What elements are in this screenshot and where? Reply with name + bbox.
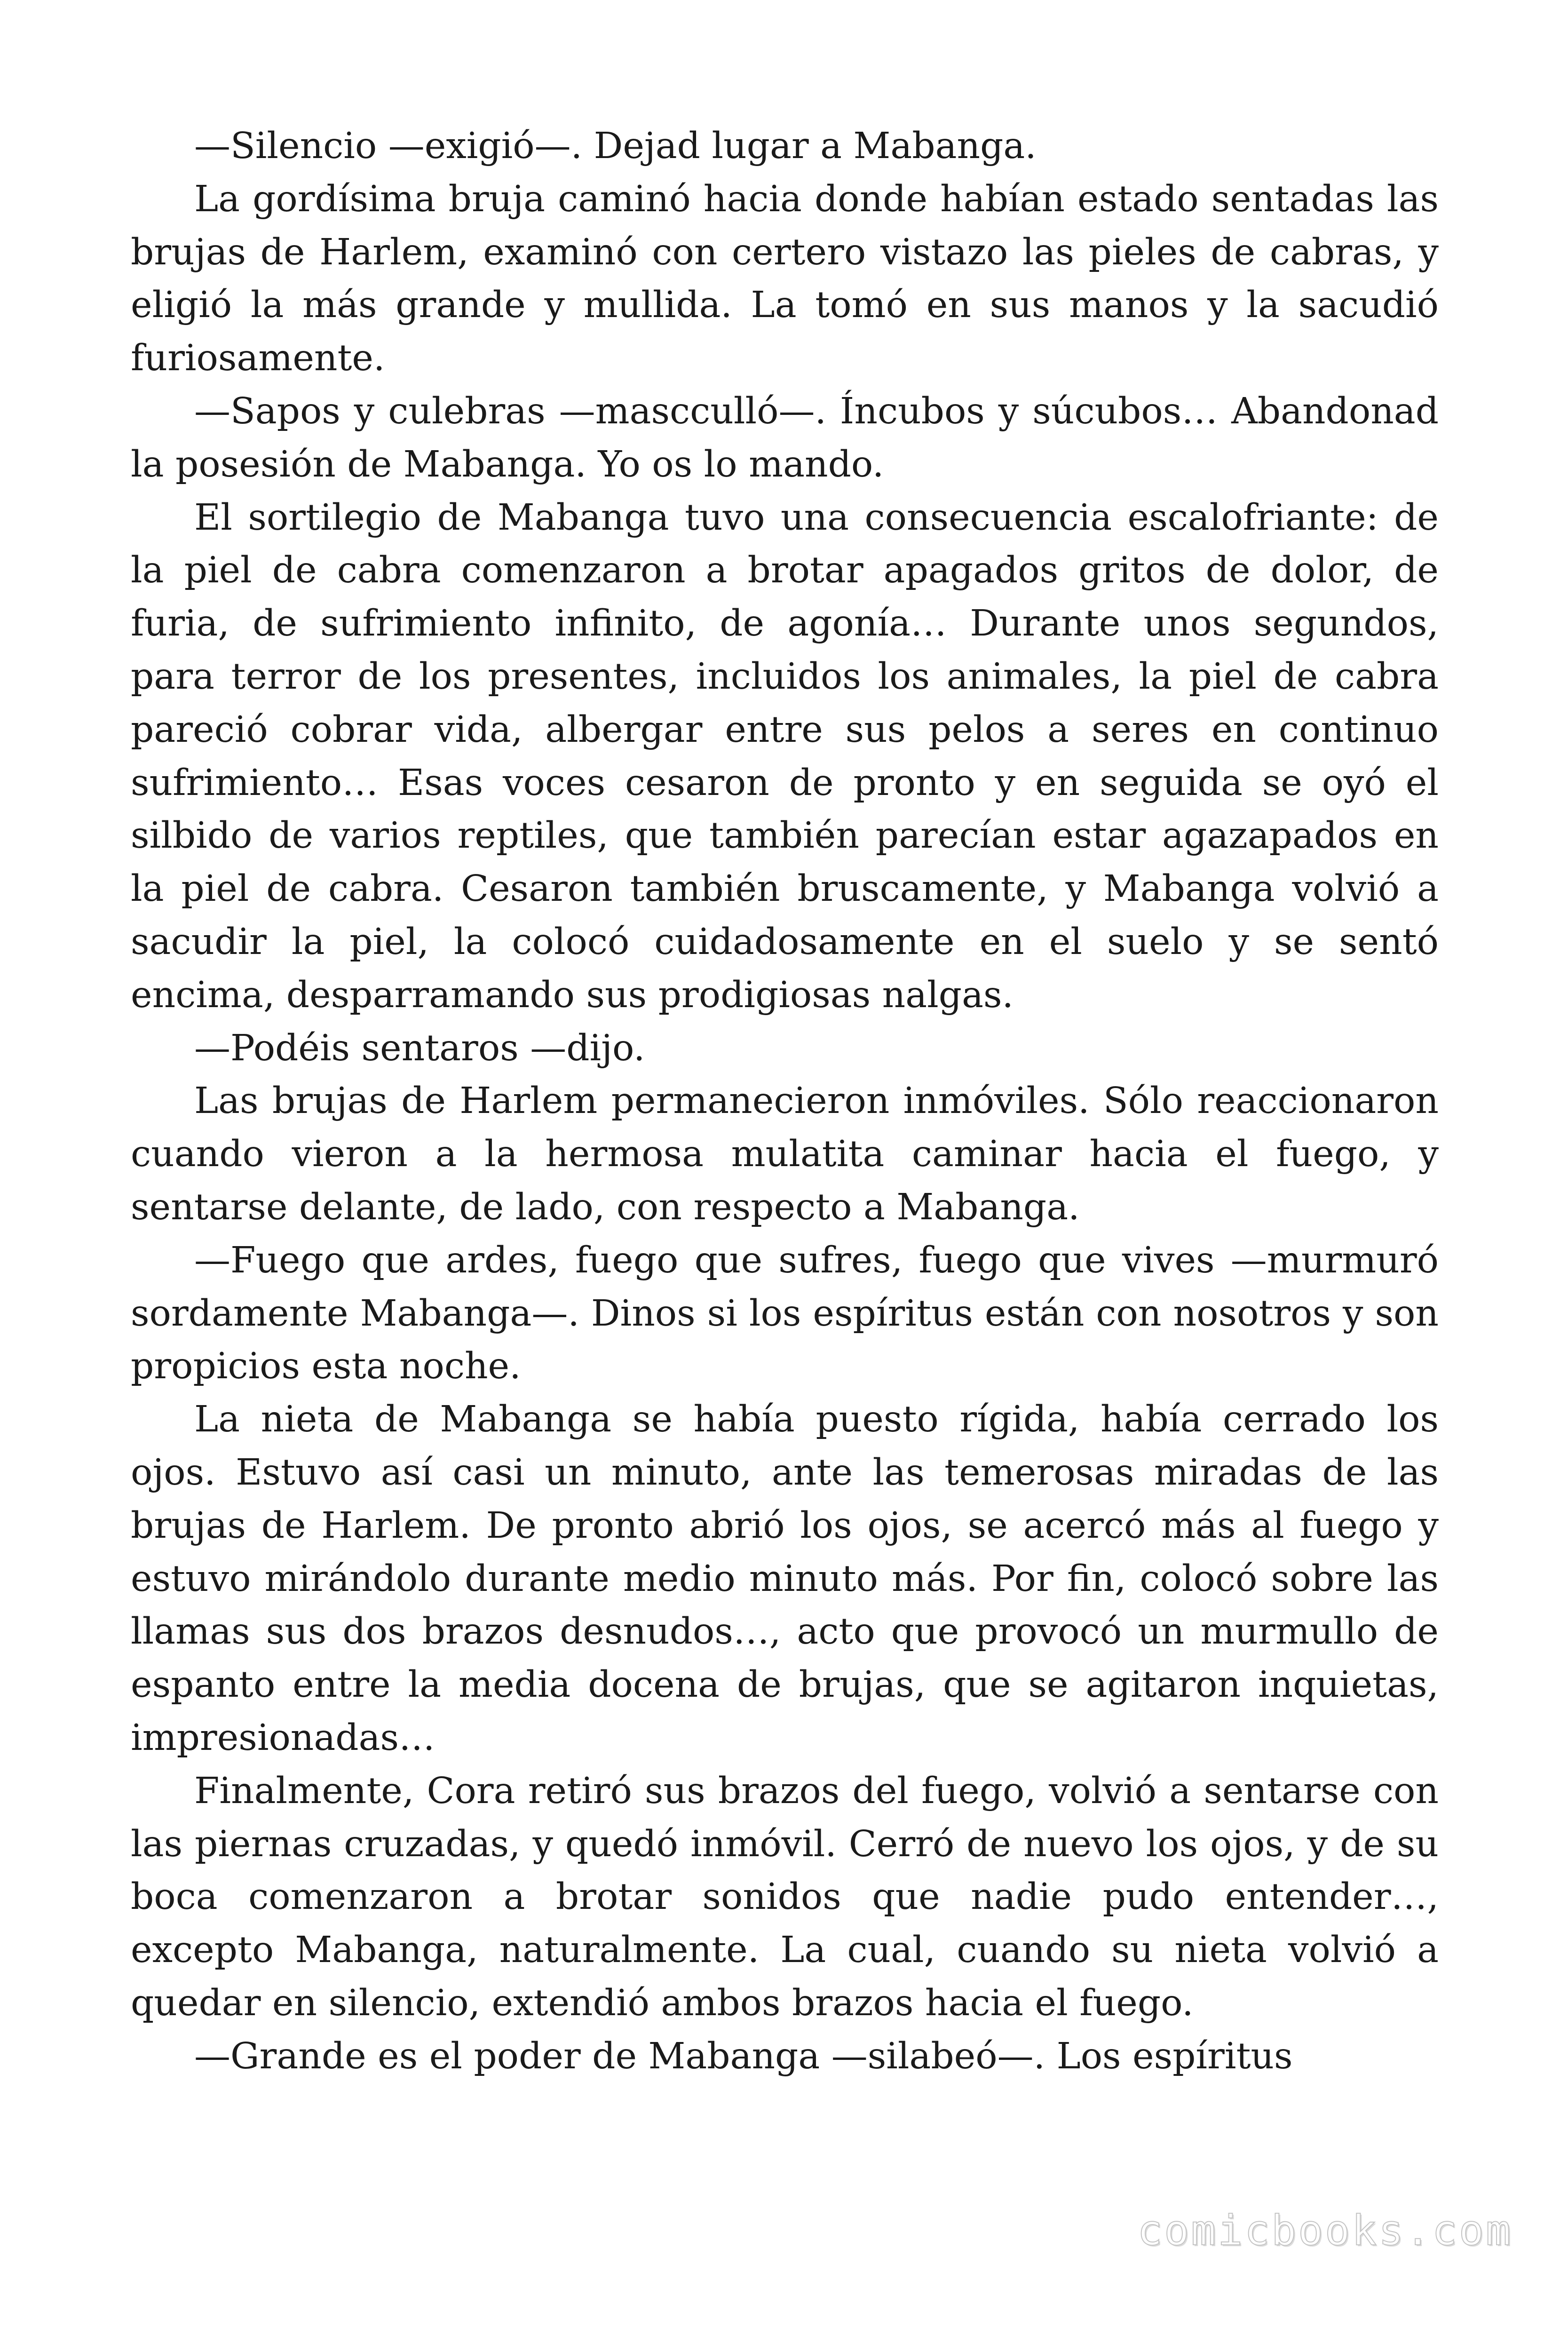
paragraph: —Sapos y culebras —mascculló—. Íncubos y súcubos… Abandonad la posesión de Mabanga. Yo os lo mando.	[131, 390, 1439, 485]
paragraph: —Silencio —exigió—. Dejad lugar a Mabanga.	[194, 125, 1037, 167]
paragraph: —Podéis sentaros —dijo.	[194, 1027, 645, 1069]
paragraph: El sortilegio de Mabanga tuvo una consecuencia escalofriante: de la piel de cabra comenzaron a brotar apagados gritos de dolor, de furia, de sufrimiento infinito, de agonía… Durante unos segundos, para terror de los presentes, incluidos los animales, la piel de cabra pareció cobrar vida, albergar entre sus pelos a seres en continuo sufrimiento… Esas voces cesaron de pronto y en seguida se oyó el silbido de varios reptiles, que también parecían estar agazapados en la piel de cabra. Cesaron también bruscamente, y Mabanga volvió a sacudir la piel, la colocó cuidadosamente en el suelo y se sentó encima, desparramando sus prodigiosas nalgas.	[131, 496, 1439, 1016]
paragraph: La nieta de Mabanga se había puesto rígida, había cerrado los ojos. Estuvo así casi un minuto, ante las temerosas miradas de las brujas de Harlem. De pronto abrió los ojos, se acercó más al fuego y estuvo mirándolo durante medio minuto más. Por fin, colocó sobre las llamas sus dos brazos desnudos…, acto que provocó un murmullo de espanto entre la media docena de brujas, que se agitaron inquietas, impresionadas…	[131, 1398, 1439, 1759]
watermark-logo: comicbooks.com	[1137, 2206, 1513, 2255]
paragraph: —Grande es el poder de Mabanga —silabeó—. Los espíritus	[194, 2035, 1293, 2077]
paragraph: Las brujas de Harlem permanecieron inmóviles. Sólo reaccionaron cuando vieron a la hermosa mulatita caminar hacia el fuego, y sentarse delante, de lado, con respecto a Mabanga.	[131, 1080, 1439, 1228]
book-page-text	[131, 120, 1439, 2083]
paragraph: Finalmente, Cora retiró sus brazos del fuego, volvió a sentarse con las piernas cruzadas, y quedó inmóvil. Cerró de nuevo los ojos, y de su boca comenzaron a brotar sonidos que nadie pudo entender…, excepto Mabanga, naturalmente. La cual, cuando su nieta volvió a quedar en silencio, extendió ambos brazos hacia el fuego.	[131, 1770, 1439, 2024]
paragraph: La gordísima bruja caminó hacia donde habían estado sentadas las brujas de Harlem, examinó con certero vistazo las pieles de cabras, y eligió la más grande y mullida. La tomó en sus manos y la sacudió furiosamente.	[131, 178, 1439, 380]
paragraph: —Fuego que ardes, fuego que sufres, fuego que vives —murmuró sordamente Mabanga—. Dinos si los espíritus están con nosotros y son propicios esta noche.	[131, 1239, 1439, 1388]
